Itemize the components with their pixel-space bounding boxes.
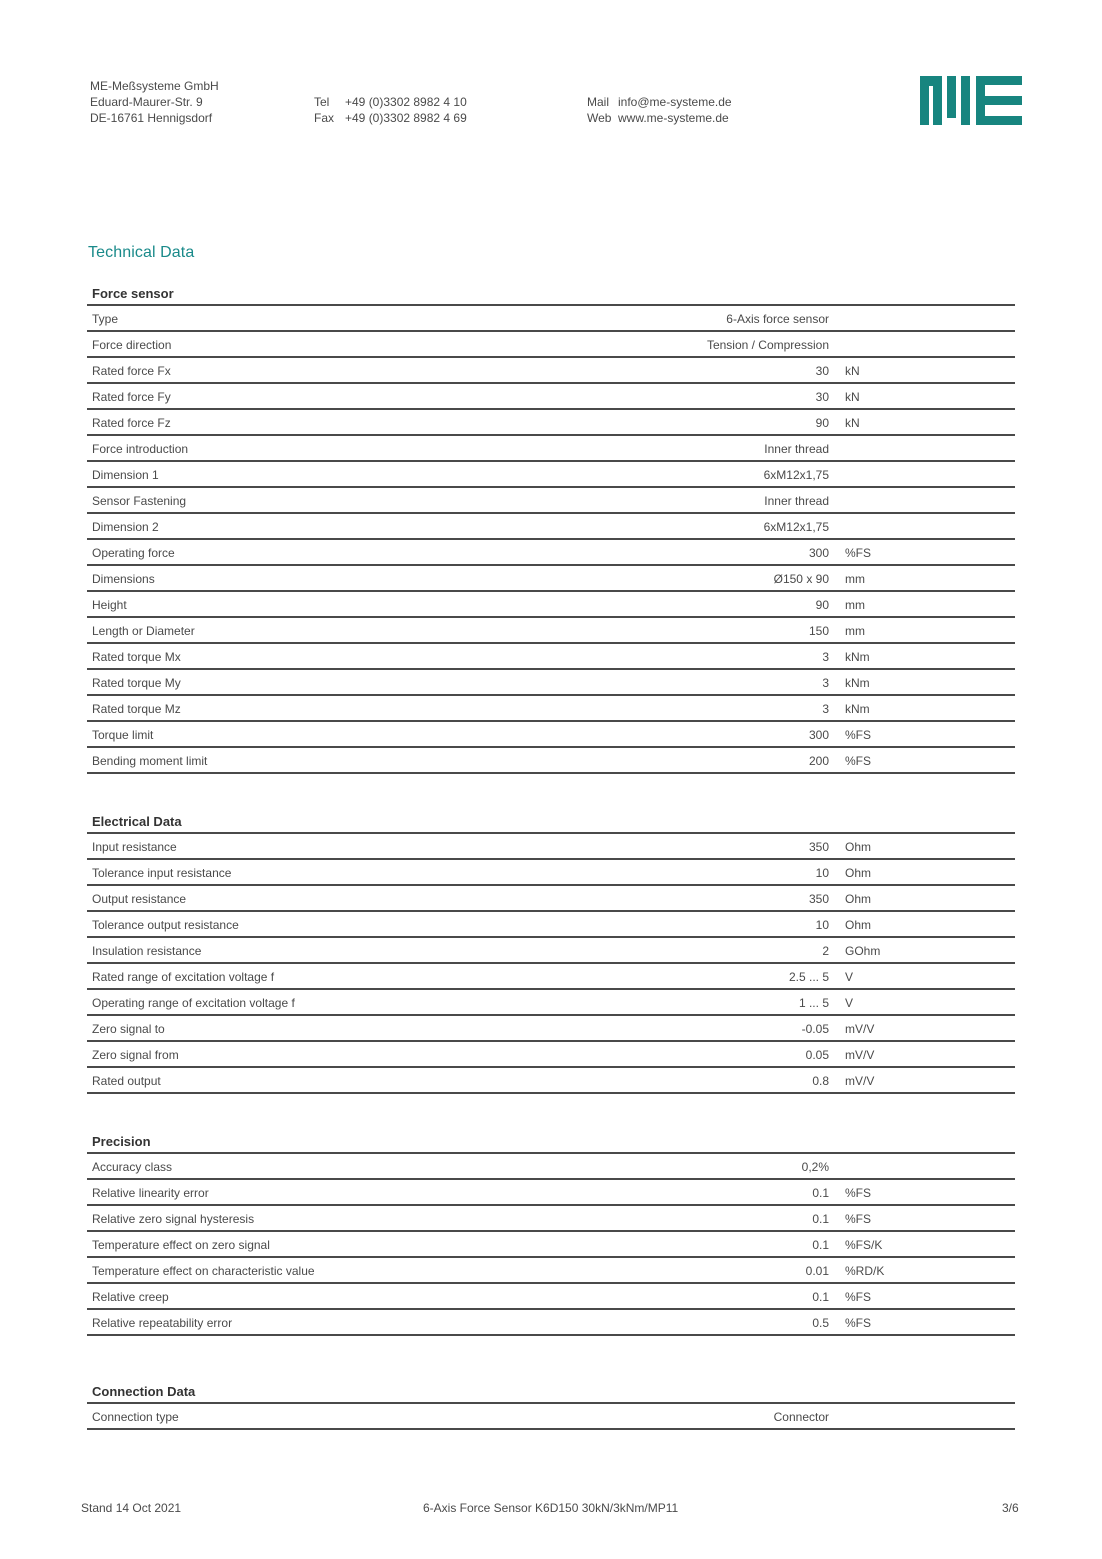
mail-link[interactable]: info@me-systeme.de <box>618 95 732 109</box>
row-unit: kNm <box>845 676 870 690</box>
row-label: Rated output <box>92 1074 161 1088</box>
row-unit: mm <box>845 598 865 612</box>
table-row <box>87 514 1015 540</box>
row-unit: kNm <box>845 650 870 664</box>
row-label: Temperature effect on zero signal <box>92 1238 270 1252</box>
row-value: 2.5 ... 5 <box>788 970 829 984</box>
table-row <box>87 1232 1015 1258</box>
company-city: DE-16761 Hennigsdorf <box>90 111 213 125</box>
row-unit: Ohm <box>845 892 872 906</box>
row-unit: GOhm <box>845 944 881 958</box>
row-unit: %FS <box>845 1316 872 1330</box>
me-logo <box>920 76 1022 126</box>
table-row <box>87 696 1015 722</box>
row-value: 6-Axis force sensor <box>726 312 829 326</box>
row-value: 90 <box>815 598 829 612</box>
row-label: Type <box>92 312 119 326</box>
row-label: Bending moment limit <box>92 754 208 768</box>
row-value: 150 <box>808 624 829 638</box>
row-label: Relative creep <box>92 1290 169 1304</box>
table-row <box>87 1068 1015 1094</box>
company-name: ME-Meßsysteme GmbH <box>90 79 219 93</box>
row-value: 0.1 <box>812 1290 829 1304</box>
fax-label: Fax <box>314 111 335 125</box>
row-unit: %FS <box>845 1290 872 1304</box>
group-title: Electrical Data <box>87 810 1015 834</box>
table-row <box>87 912 1015 938</box>
row-value: 3 <box>822 650 829 664</box>
table-row <box>87 540 1015 566</box>
table-row <box>87 748 1015 774</box>
row-unit: %RD/K <box>845 1264 885 1278</box>
row-label: Relative repeatability error <box>92 1316 233 1330</box>
row-label: Dimensions <box>92 572 155 586</box>
row-label: Zero signal to <box>92 1022 165 1036</box>
row-label: Rated torque Mz <box>92 702 181 716</box>
web-contact <box>587 94 732 126</box>
row-value: 6xM12x1,75 <box>763 468 829 482</box>
row-label: Force introduction <box>92 442 189 456</box>
row-unit: %FS/K <box>845 1238 883 1252</box>
tel-label: Tel <box>314 95 330 109</box>
row-label: Temperature effect on characteristic value <box>92 1264 315 1278</box>
row-label: Connection type <box>92 1410 179 1424</box>
row-label: Length or Diameter <box>92 624 195 638</box>
table-row <box>87 964 1015 990</box>
row-value: Ø150 x 90 <box>773 572 829 586</box>
row-label: Output resistance <box>92 892 187 906</box>
section-title: Technical Data <box>88 244 195 261</box>
row-value: 10 <box>815 918 829 932</box>
row-label: Accuracy class <box>92 1160 173 1174</box>
group-electrical-data <box>87 810 1015 1094</box>
row-label: Dimension 1 <box>92 468 159 482</box>
table-row <box>87 358 1015 384</box>
row-label: Rated force Fz <box>92 416 171 430</box>
row-label: Dimension 2 <box>92 520 159 534</box>
row-unit: Ohm <box>845 918 872 932</box>
table-row <box>87 306 1015 332</box>
table-row <box>87 1016 1015 1042</box>
row-value: 2 <box>822 944 829 958</box>
footer-date: Stand 14 Oct 2021 <box>81 1501 182 1515</box>
row-value: 1 ... 5 <box>798 996 829 1010</box>
row-unit: %FS <box>845 728 872 742</box>
tel-number[interactable]: +49 (0)3302 8982 4 10 <box>345 95 467 109</box>
page-number: 3/6 <box>1002 1501 1019 1515</box>
table-row <box>87 462 1015 488</box>
row-value: Tension / Compression <box>706 338 829 352</box>
mail-label: Mail <box>587 95 610 109</box>
row-label: Rated force Fx <box>92 364 171 378</box>
group-title: Force sensor <box>87 282 1015 306</box>
fax-number: +49 (0)3302 8982 4 69 <box>345 111 467 125</box>
table-row <box>87 644 1015 670</box>
company-address <box>90 78 219 126</box>
row-label: Rated force Fy <box>92 390 171 404</box>
row-label: Sensor Fastening <box>92 494 187 508</box>
table-row <box>87 384 1015 410</box>
row-value: 30 <box>815 364 829 378</box>
table-row <box>87 410 1015 436</box>
row-value: 3 <box>822 702 829 716</box>
table-row <box>87 1154 1015 1180</box>
row-value: 10 <box>815 866 829 880</box>
row-unit: mV/V <box>845 1048 875 1062</box>
web-label: Web <box>587 111 612 125</box>
row-value: Inner thread <box>764 442 829 456</box>
row-value: 0,2% <box>801 1160 829 1174</box>
table-row <box>87 1310 1015 1336</box>
row-unit: Ohm <box>845 840 872 854</box>
row-unit: mm <box>845 624 865 638</box>
table-row <box>87 566 1015 592</box>
group-title: Precision <box>87 1130 1015 1154</box>
row-value: Connector <box>773 1410 829 1424</box>
row-unit: kN <box>845 364 860 378</box>
row-label: Torque limit <box>92 728 154 742</box>
table-row <box>87 332 1015 358</box>
row-unit: V <box>845 970 854 984</box>
table-row <box>87 592 1015 618</box>
row-label: Rated torque Mx <box>92 650 181 664</box>
row-value: 300 <box>808 546 829 560</box>
row-label: Input resistance <box>92 840 177 854</box>
table-row <box>87 1284 1015 1310</box>
row-value: Inner thread <box>764 494 829 508</box>
table-row <box>87 990 1015 1016</box>
table-row <box>87 1206 1015 1232</box>
row-unit: mV/V <box>845 1022 875 1036</box>
company-street: Eduard-Maurer-Str. 9 <box>90 95 203 109</box>
row-value: 350 <box>808 892 829 906</box>
row-unit: V <box>845 996 854 1010</box>
table-row <box>87 834 1015 860</box>
row-unit: Ohm <box>845 866 872 880</box>
group-title: Connection Data <box>87 1380 1015 1404</box>
row-label: Rated range of excitation voltage f <box>92 970 275 984</box>
table-row <box>87 1404 1015 1430</box>
row-unit: mV/V <box>845 1074 875 1088</box>
row-value: 0.8 <box>812 1074 829 1088</box>
group-force-sensor <box>87 282 1015 774</box>
row-value: 0.1 <box>812 1186 829 1200</box>
row-unit: kN <box>845 390 860 404</box>
table-row <box>87 670 1015 696</box>
row-unit: %FS <box>845 546 872 560</box>
row-value: 90 <box>815 416 829 430</box>
table-row <box>87 886 1015 912</box>
row-label: Relative zero signal hysteresis <box>92 1212 255 1226</box>
row-value: 6xM12x1,75 <box>763 520 829 534</box>
row-unit: %FS <box>845 1212 872 1226</box>
row-value: -0.05 <box>801 1022 829 1036</box>
row-value: 0.5 <box>812 1316 829 1330</box>
row-label: Height <box>92 598 127 612</box>
row-label: Tolerance output resistance <box>92 918 239 932</box>
table-row <box>87 1042 1015 1068</box>
table-row <box>87 860 1015 886</box>
group-precision <box>87 1130 1015 1336</box>
row-label: Insulation resistance <box>92 944 202 958</box>
row-value: 300 <box>808 728 829 742</box>
group-connection-data <box>87 1380 1015 1430</box>
row-unit: kN <box>845 416 860 430</box>
row-label: Operating force <box>92 546 175 560</box>
row-value: 30 <box>815 390 829 404</box>
row-value: 3 <box>822 676 829 690</box>
row-label: Operating range of excitation voltage f <box>92 996 295 1010</box>
table-row <box>87 1180 1015 1206</box>
table-row <box>87 488 1015 514</box>
row-unit: kNm <box>845 702 870 716</box>
table-row <box>87 618 1015 644</box>
row-value: 0.1 <box>812 1212 829 1226</box>
row-unit: mm <box>845 572 865 586</box>
table-row <box>87 436 1015 462</box>
row-value: 200 <box>808 754 829 768</box>
row-label: Relative linearity error <box>92 1186 209 1200</box>
table-row <box>87 722 1015 748</box>
row-value: 350 <box>808 840 829 854</box>
row-value: 0.1 <box>812 1238 829 1252</box>
phone-contact <box>314 94 467 126</box>
row-unit: %FS <box>845 1186 872 1200</box>
web-link[interactable]: www.me-systeme.de <box>618 111 729 125</box>
table-row <box>87 938 1015 964</box>
row-value: 0.01 <box>805 1264 829 1278</box>
row-label: Zero signal from <box>92 1048 179 1062</box>
footer-title: 6-Axis Force Sensor K6D150 30kN/3kNm/MP11 <box>423 1501 679 1515</box>
row-label: Rated torque My <box>92 676 181 690</box>
row-unit: %FS <box>845 754 872 768</box>
row-value: 0.05 <box>805 1048 829 1062</box>
row-label: Tolerance input resistance <box>92 866 232 880</box>
row-label: Force direction <box>92 338 172 352</box>
table-row <box>87 1258 1015 1284</box>
